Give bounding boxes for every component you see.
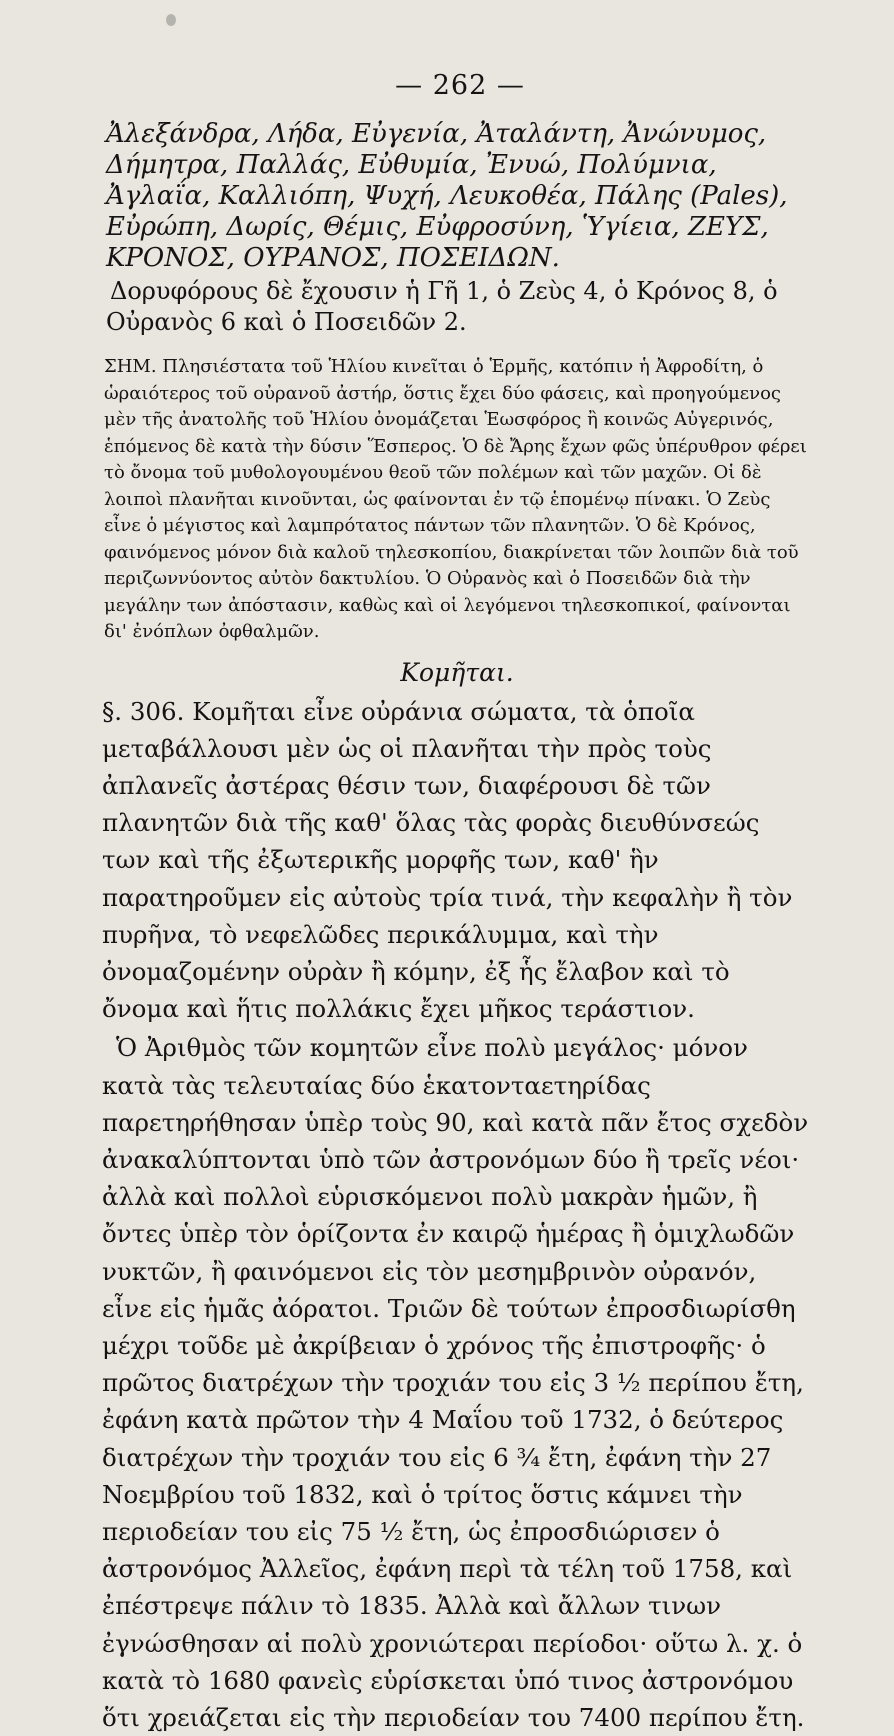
section-306-text: Κομῆται εἶνε οὐράνια σώματα, τὰ ὁποῖα μεταβάλλουσι μὲν ὡς οἱ πλανῆται τὴν πρὸς τοὺς ἀπλανεῖς ἀστέρας θέσιν των, διαφέρουσι δὲ τῶν πλανητῶν διὰ τῆς καθ' ὅλας τὰς φορὰς διευθύνσεώς των καὶ τῆς ἐξωτερικῆς μορφῆς των, καθ' ἣν παρατηροῦμεν εἰς αὐτοὺς τρία τινά, τὴν κεφαλὴν ἢ τὸν πυρῆνα, τὸ νεφελῶδες περικάλυμμα, καὶ τὴν ὀνομαζομένην οὐρὰν ἢ κόμην, ἐξ ἧς ἔλαβον καὶ τὸ ὄνομα καὶ ἥτις πολλάκις ἔχει μῆκος τεράστιον. [102,696,793,1024]
section-306-paragraph [102,693,812,1028]
page-number: — 262 — [395,70,525,101]
page [102,70,812,1736]
comets-number-paragraph: Ὁ Ἀριθμὸς τῶν κομητῶν εἶνε πολὺ μεγάλος· μόνον κατὰ τὰς τελευταίας δύο ἑκατονταετηρίδας παρετηρήθησαν ὑπὲρ τοὺς 90, καὶ κατὰ πᾶν ἔτος σχεδὸν ἀνακαλύπτονται ὑπὸ τῶν ἀστρονόμων δύο ἢ τρεῖς νέοι· ἀλλὰ καὶ πολλοὶ εὑρισκόμενοι πολὺ μακρὰν ἡμῶν, ἢ ὄντες ὑπὲρ τὸν ὁρίζοντα ἐν καιρῷ ἡμέρας ἢ ὁμιχλωδῶν νυκτῶν, ἢ φαινόμενοι εἰς τὸν μεσημβρινὸν οὐρανόν, εἶνε εἰς ἡμᾶς ἀόρατοι. Τριῶν δὲ τούτων ἐπροσδιωρίσθη μέχρι τοῦδε μὲ ἀκρίβειαν ὁ χρόνος τῆς ἐπιστροφῆς· ὁ πρῶτος διατρέχων τὴν τροχιάν του εἰς 3 ½ περίπου ἔτη, ἐφάνη κατὰ πρῶτον τὴν 4 Μαΐου τοῦ 1732, ὁ δεύτερος διατρέχων τὴν τροχιάν του εἰς 6 ¾ ἔτη, ἐφάνη τὴν 27 Νοεμβρίου τοῦ 1832, καὶ ὁ τρίτος ὅστις κάμνει τὴν περιοδείαν του εἰς 75 ½ ἔτη, ὡς ἐπροσδιώρισεν ὁ ἀστρονόμος Ἀλλεῖος, ἐφάνη περὶ τὰ τέλη τοῦ 1758, καὶ ἐπέστρεψε πάλιν τὸ 1835. Ἀλλὰ καὶ ἄλλων τινων ἐγνώσθησαν αἱ πολὺ χρονιώτεραι περίοδοι· οὕτω λ. χ. ὁ κατὰ τὸ 1680 φανεὶς εὑρίσκεται ὑπό τινος ἀστρονόμου ὅτι χρειάζεται εἰς τὴν περιοδείαν του 7400 περίπου ἔτη. [102,1033,809,1732]
footnote-remark: ΣΗΜ. Πλησιέστατα τοῦ Ἡλίου κινεῖται ὁ Ἑρμῆς, κατόπιν ἡ Ἀφροδίτη, ὁ ὡραιότερος τοῦ οὐρανοῦ ἀστήρ, ὅστις ἔχει δύο φάσεις, καὶ προηγούμενος μὲν τῆς ἀνατολῆς τοῦ Ἡλίου ὀνομάζεται Ἑωσφόρος ἢ κοινῶς Αὐγερινός, ἑπόμενος δὲ κατὰ τὴν δύσιν Ἕσπερος. Ὁ δὲ Ἄρης ἔχων φῶς ὑπέρυθρον φέρει τὸ ὄνομα τοῦ μυθολογουμένου θεοῦ τῶν πολέμων καὶ τῶν μαχῶν. Οἱ δὲ λοιποὶ πλανῆται κινοῦνται, ὡς φαίνονται ἐν τῷ ἑπομένῳ πίνακι. Ὁ Ζεὺς εἶνε ὁ μέγιστος καὶ λαμπρότατος πάντων τῶν πλανητῶν. Ὁ δὲ Κρόνος, φαινόμενος μόνον διὰ καλοῦ τηλεσκοπίου, διακρίνεται τῶν λοιπῶν διὰ τοῦ περιζωννύοντος αὐτὸν δακτυλίου. Ὁ Οὐρανὸς καὶ ὁ Ποσειδῶν διὰ τὴν μεγάλην των ἀπόστασιν, καθὼς καὶ οἱ λεγόμενοι τηλεσκοπικοί, φαίνονται δι' ἐνόπλων ὀφθαλμῶν. [104,356,807,642]
satellites-line: Δορυφόρους δὲ ἔχουσιν ἡ Γῆ 1, ὁ Ζεὺς 4, ὁ Κρόνος 8, ὁ Οὐρανὸς 6 καὶ ὁ Ποσειδῶν 2. [106,277,778,336]
ink-speck [166,14,176,26]
section-heading: Κομῆται. [400,657,514,687]
planet-names-list: Ἀλεξάνδρα, Λήδα, Εὐγενία, Ἀταλάντη, Ἀνώνυμος, Δήμητρα, Παλλάς, Εὐθυμία, Ἐνυώ, Πολύμνια, Ἀγλαΐα, Καλλιόπη, Ψυχή, Λευκοθέα, Πάλης (Pales), Εὐρώπη, Δωρίς, Θέμις, Εὐφροσύνη, Ὑγίεια, ΖΕΥΣ, ΚΡΟΝΟΣ, ΟΥΡΑΝΟΣ, ΠΟΣΕΙΔΩΝ. [106,119,788,273]
section-number: §. 306. [102,696,185,726]
